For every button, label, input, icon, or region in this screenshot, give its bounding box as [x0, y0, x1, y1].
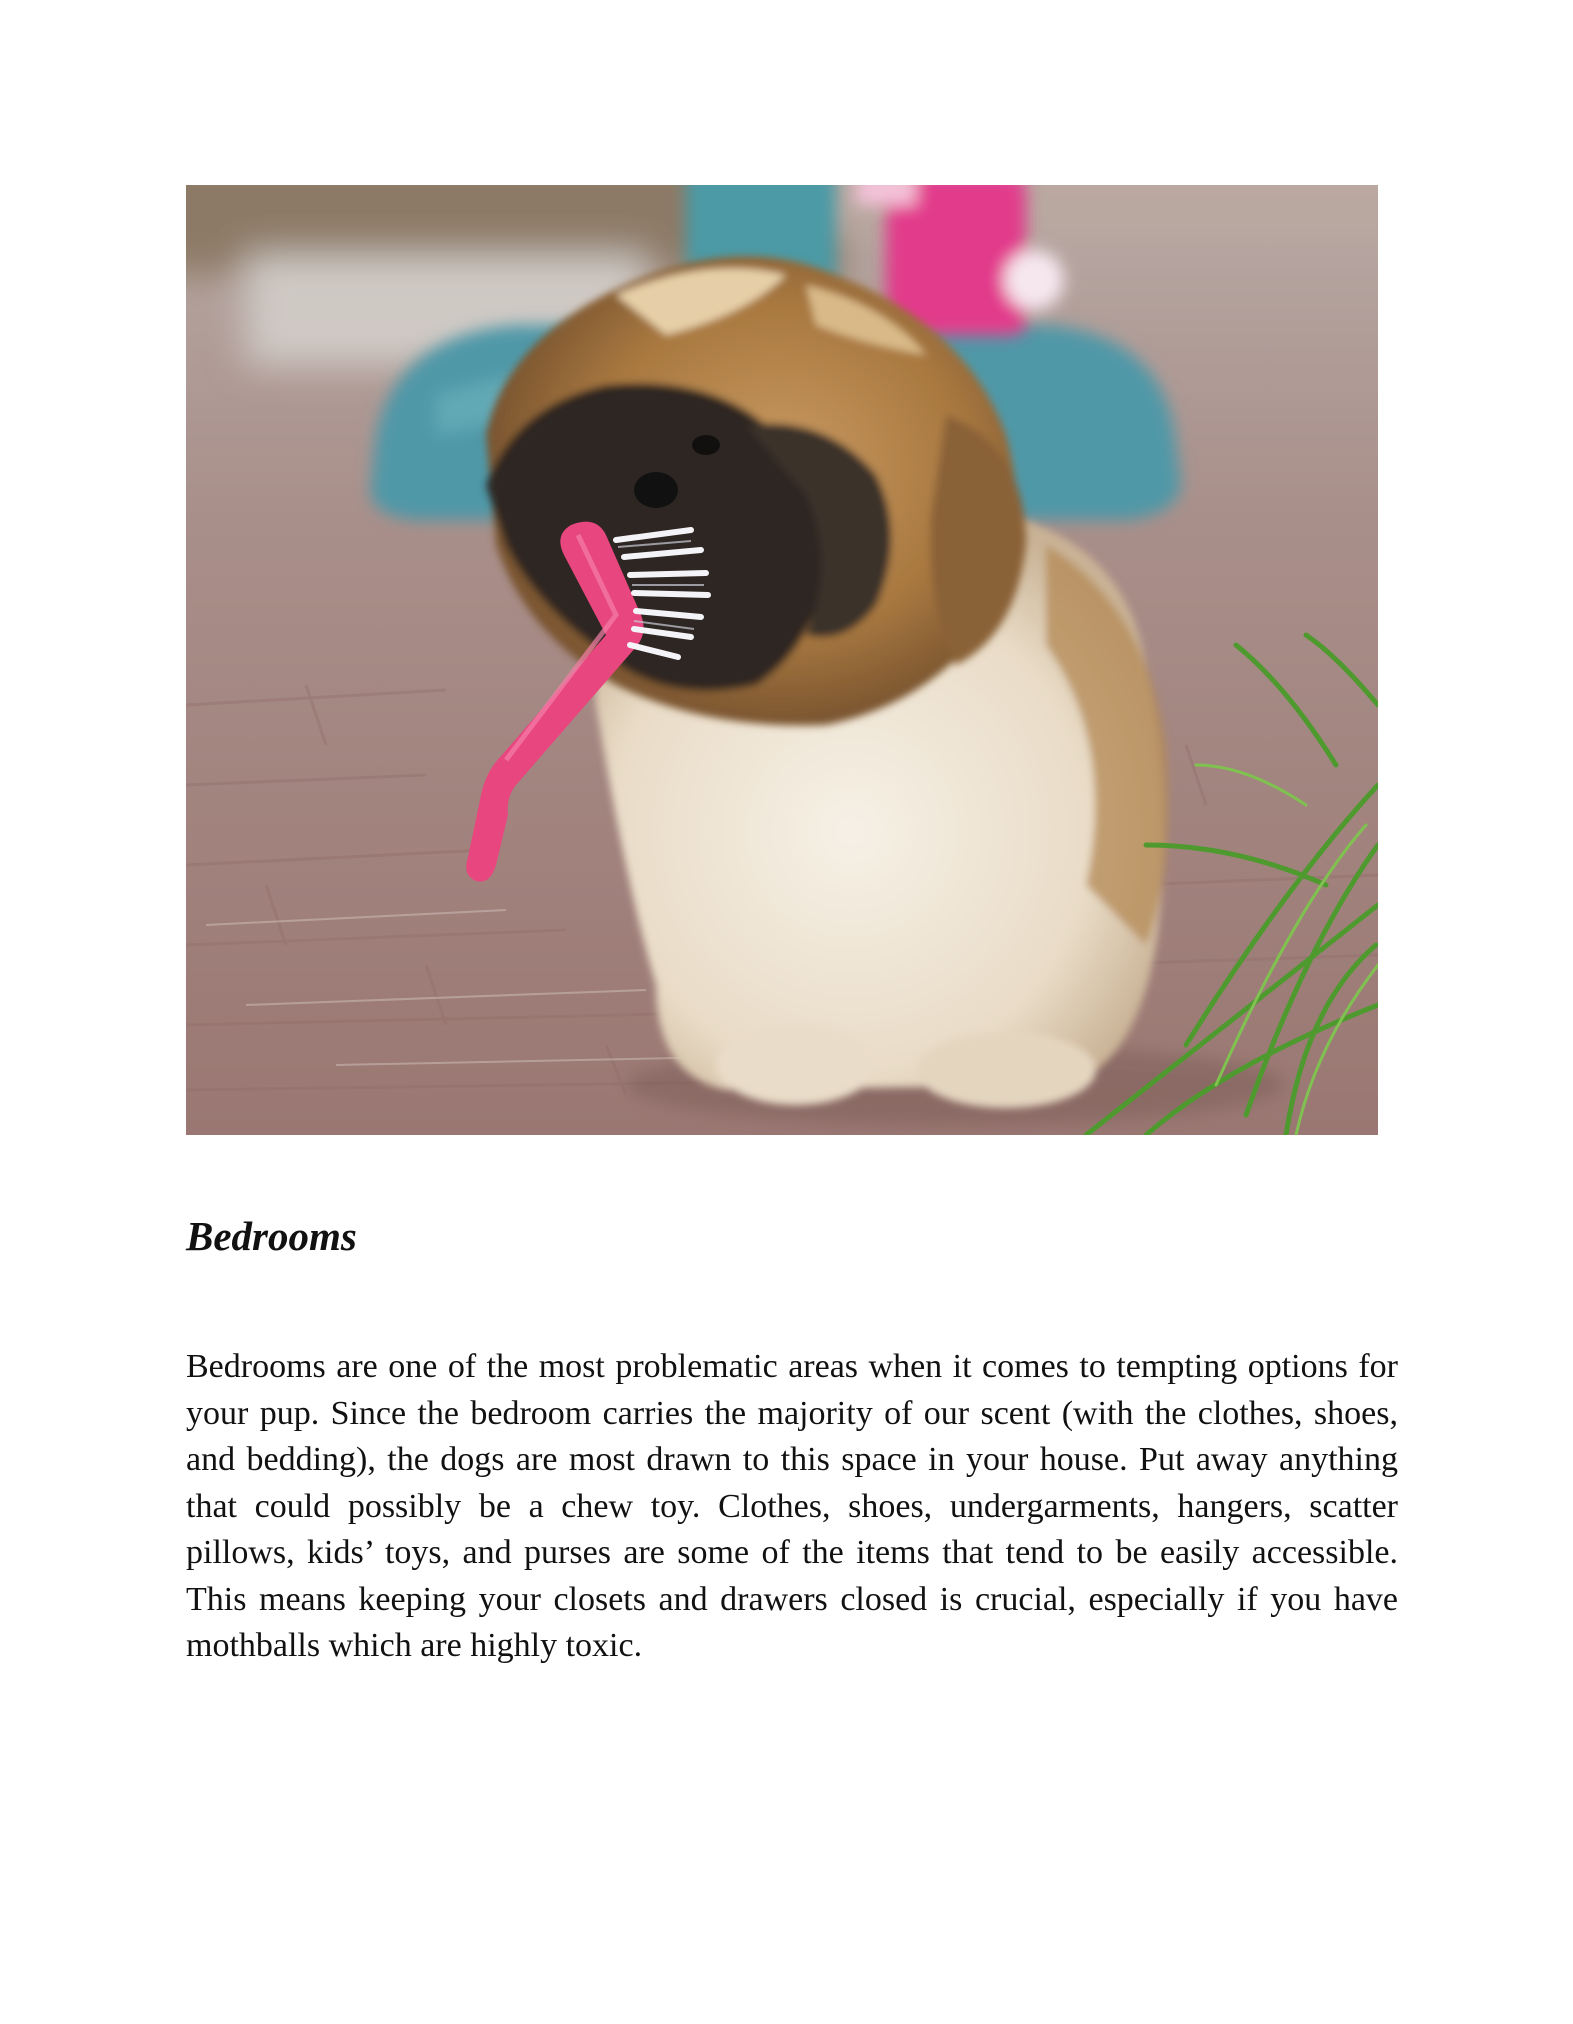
puppy-photo	[186, 185, 1378, 1135]
section-heading: Bedrooms	[186, 1213, 357, 1259]
puppy-with-brush-image	[186, 185, 1378, 1135]
section-paragraph: Bedrooms are one of the most problematic areas when it comes to tempting options for your pup. Since the bedroom carries the majority of our scent (with the clothes, shoes, and bedding), the dogs are most drawn to this space in your house. Put away anything that could possibly be a chew toy. Clothes, shoes, undergarments, hangers, scatter pillows, kids’ toys, and purses are some of the items that tend to be easily accessible. This means keeping your closets and drawers closed is crucial, especially if you have mothballs which are highly toxic.	[186, 1348, 1398, 1664]
